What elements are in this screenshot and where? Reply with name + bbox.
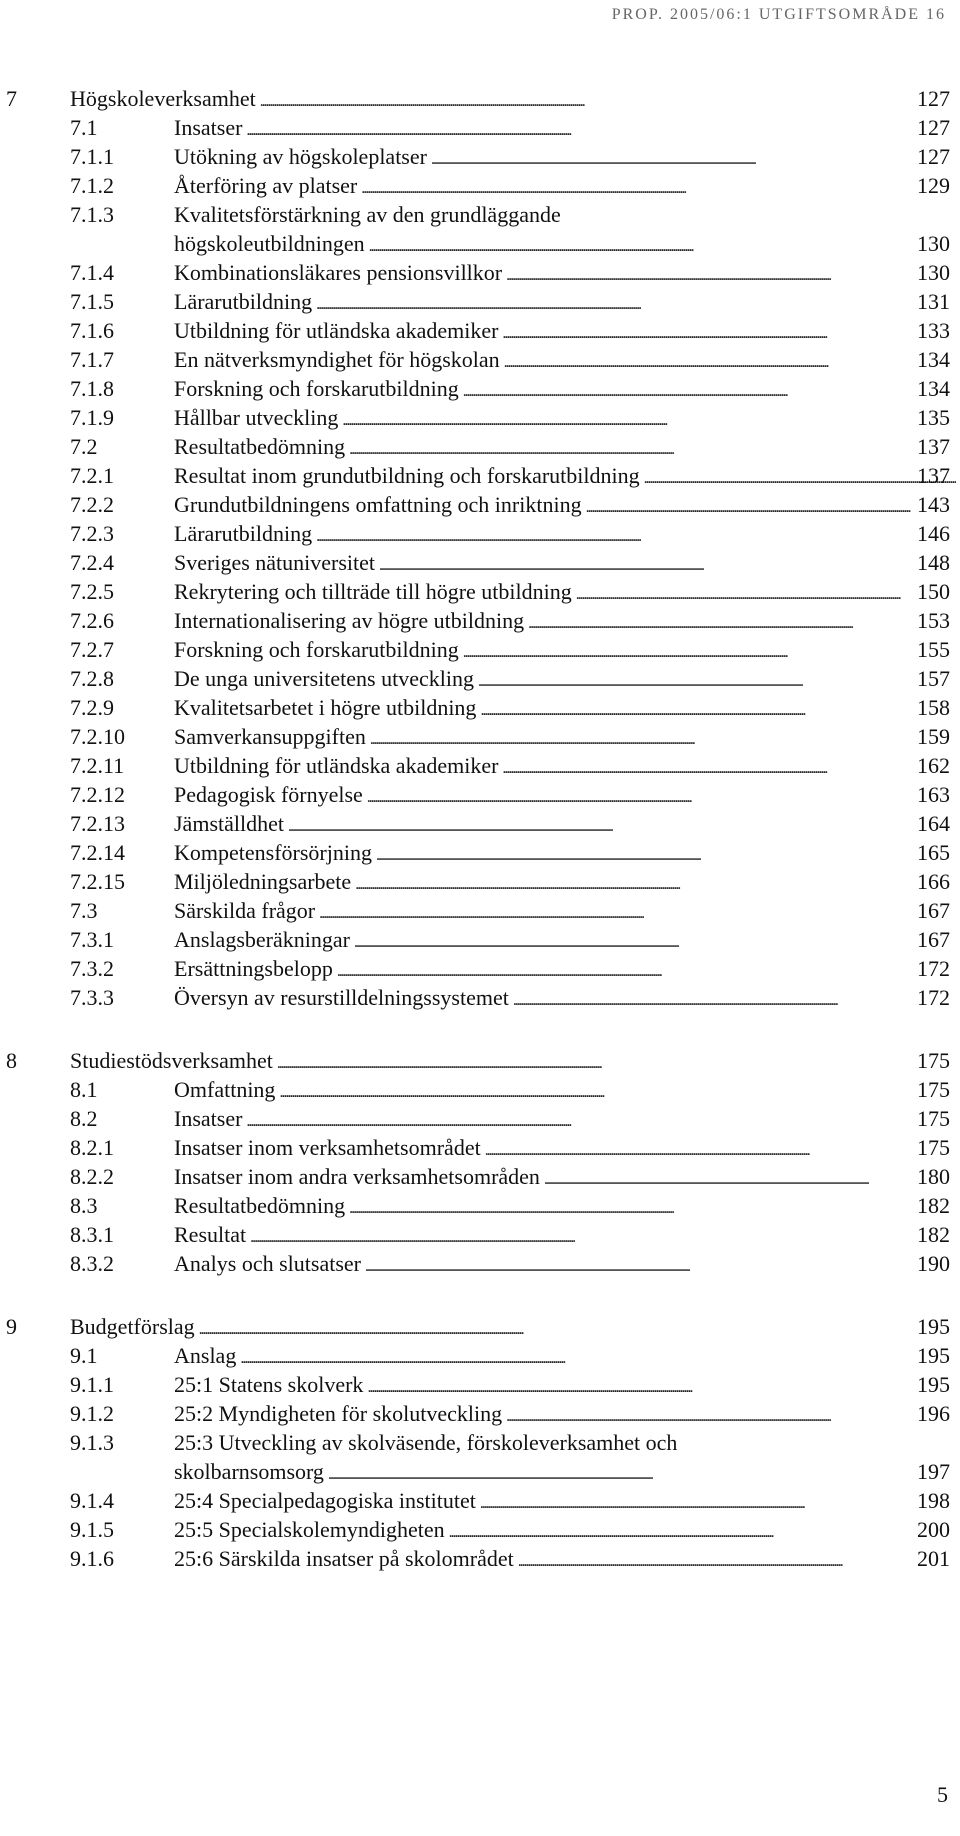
entry-title-wrap [174,983,960,1015]
entry-title-wrap [174,693,960,725]
dot-leader [246,113,956,145]
dot-leader [319,896,956,928]
entry-title: 25:3 Utveckling av skolväsende, förskoleverksamhet och [174,1430,678,1455]
entry-title: Utbildning för utländska akademiker [174,753,499,778]
entry-number: 7.2.13 [70,811,125,836]
entry-number: 7.3 [70,898,98,923]
entry-title: Rekrytering och tillträde till högre utbildning [174,579,572,604]
toc-entry-row[interactable] [0,896,960,925]
entry-number: 9.1.4 [70,1488,114,1513]
dot-leader [449,1515,956,1547]
dot-leader [361,171,956,203]
toc-entry-row[interactable] [0,1162,960,1191]
entry-title-wrap [174,635,960,667]
entry-title-wrap [174,113,960,145]
entry-title: Kvalitetsförstärkning av den grundläggande [174,202,561,227]
entry-title-wrap [174,1399,960,1431]
entry-title: Anslagsberäkningar [174,927,350,952]
toc-entry-row[interactable] [0,1075,960,1104]
entry-title: 25:6 Särskilda insatser på skolområdet [174,1546,514,1571]
dot-leader [316,519,956,551]
toc-entry-row[interactable] [0,1249,960,1278]
toc-entry-continuation[interactable] [0,229,960,258]
entry-number: 8.2 [70,1106,98,1131]
page-ref: 159 [917,724,950,749]
entry-title-wrap [174,1191,960,1223]
entry-number: 7.2.8 [70,666,114,691]
toc-entry-continuation[interactable] [0,1457,960,1486]
entry-title-wrap [174,1249,960,1281]
entry-title: De unga universitetens utveckling [174,666,474,691]
entry-title: Analys och slutsatser [174,1251,361,1276]
chapter-number: 7 [6,86,17,111]
entry-title-wrap [174,229,960,261]
entry-title: Hållbar utveckling [174,405,339,430]
toc-entry-row[interactable] [0,1341,960,1370]
entry-title: Utbildning för utländska akademiker [174,318,499,343]
chapter-number: 9 [6,1314,17,1339]
entry-title: Särskilda frågor [174,898,316,923]
entry-title: Jämställdhet [174,811,284,836]
toc-entry-row[interactable] [0,1399,960,1428]
page-ref: 143 [917,492,950,517]
entry-title: Pedagogisk förnyelse [174,782,363,807]
entry-title: Kombinationsläkares pensionsvillkor [174,260,503,285]
entry-number: 7.3.2 [70,956,114,981]
entry-number: 7.1.6 [70,318,114,343]
dot-leader [463,374,956,406]
toc-entry-row[interactable] [0,403,960,432]
page-ref: 131 [917,289,950,314]
entry-title-wrap [174,1162,960,1194]
dot-leader [544,1162,956,1194]
entry-title: Omfattning [174,1077,276,1102]
dot-leader [367,1370,956,1402]
toc-chapter-row[interactable] [0,1046,960,1075]
toc-entry-row[interactable] [0,1428,960,1457]
toc-entry-row[interactable] [0,345,960,374]
entry-title: Återföring av platser [174,173,358,198]
page-ref: 200 [917,1517,950,1542]
entry-title-wrap [174,896,960,928]
page-ref: 175 [917,1106,950,1131]
entry-number: 7.1.2 [70,173,114,198]
entry-number: 9.1 [70,1343,98,1368]
page-ref: 137 [917,463,950,488]
page-ref: 201 [917,1546,950,1571]
page-ref: 182 [917,1222,950,1247]
entry-title-wrap [174,809,960,841]
toc-chapter-row[interactable] [0,1312,960,1341]
toc-entry-row[interactable] [0,983,960,1012]
entry-title: Resultat inom grundutbildning och forskarutbildning [174,463,640,488]
entry-number: 8.3.2 [70,1251,114,1276]
entry-title: Forskning och forskarutbildning [174,637,459,662]
entry-title-wrap [174,664,960,696]
toc-entry-row[interactable] [0,809,960,838]
page-ref: 148 [917,550,950,575]
entry-title: Grundutbildningens omfattning och inriktning [174,492,582,517]
entry-title: Ersättningsbelopp [174,956,333,981]
entry-title: Internationalisering av högre utbildning [174,608,525,633]
entry-title-wrap [174,432,960,464]
toc-entry-row[interactable] [0,1133,960,1162]
entry-number: 7.1.3 [70,202,114,227]
entry-title-wrap [70,1312,960,1344]
toc-entry-row[interactable] [0,954,960,983]
entry-title-wrap [174,1341,960,1373]
table-of-contents [0,84,960,1607]
dot-leader [376,838,956,870]
entry-title: Resultatbedömning [174,1193,346,1218]
entry-number: 7.1.5 [70,289,114,314]
entry-number: 7.2.1 [70,463,114,488]
toc-entry-row[interactable] [0,1191,960,1220]
dot-leader [502,751,956,783]
page-ref: 182 [917,1193,950,1218]
page-ref: 146 [917,521,950,546]
entry-number: 7.1.4 [70,260,114,285]
entry-title-wrap [174,345,960,377]
entry-title-wrap [174,1544,960,1576]
entry-number: 7.2.2 [70,492,114,517]
entry-title-wrap [174,1370,960,1402]
entry-title: Anslag [174,1343,237,1368]
toc-entry-row[interactable] [0,577,960,606]
dot-leader [316,287,956,319]
entry-title: 25:5 Specialskolemyndigheten [174,1517,445,1542]
dot-leader [513,983,956,1015]
entry-title: Kvalitetsarbetet i högre utbildning [174,695,477,720]
entry-title: En nätverksmyndighet för högskolan [174,347,500,372]
dot-leader [367,780,956,812]
toc-chapter-row[interactable] [0,84,960,113]
entry-number: 7.1.7 [70,347,114,372]
page-ref: 158 [917,695,950,720]
entry-number: 9.1.2 [70,1401,114,1426]
page-ref: 157 [917,666,950,691]
page-ref: 155 [917,637,950,662]
chapter-title: Budgetförslag [70,1314,195,1339]
entry-title-wrap [174,1220,960,1252]
page-ref: 175 [917,1048,950,1073]
entry-number: 9.1.6 [70,1546,114,1571]
page-ref: 130 [917,231,950,256]
entry-number: 7.2.9 [70,695,114,720]
dot-leader [370,722,956,754]
chapter-title: Högskoleverksamhet [70,86,256,111]
toc-entry-row[interactable] [0,461,960,490]
toc-entry-row[interactable] [0,200,960,229]
page-ref: 134 [917,376,950,401]
entry-title-wrap [174,606,960,638]
entry-title-wrap [174,1133,960,1165]
entry-title: 25:1 Statens skolverk [174,1372,364,1397]
entry-title-wrap [174,374,960,406]
entry-title: Sveriges nätuniversitet [174,550,376,575]
page-ref: 167 [917,927,950,952]
toc-entry-row[interactable] [0,490,960,519]
entry-title-wrap [174,838,960,870]
entry-title: Kompetensförsörjning [174,840,372,865]
toc-entry-row[interactable] [0,374,960,403]
entry-number: 8.3.1 [70,1222,114,1247]
toc-entry-row[interactable] [0,693,960,722]
page-ref: 196 [917,1401,950,1426]
page-ref: 137 [917,434,950,459]
toc-chapter [0,1046,960,1278]
entry-number: 7.2.15 [70,869,125,894]
entry-title-wrap [174,461,960,493]
entry-title-wrap [70,84,960,116]
entry-number: 7.1.9 [70,405,114,430]
page-ref: 164 [917,811,950,836]
page-ref: 130 [917,260,950,285]
entry-title-wrap [174,577,960,609]
chapter-title: Studiestödsverksamhet [70,1048,273,1073]
page-ref: 198 [917,1488,950,1513]
dot-leader [502,316,956,348]
entry-title-wrap [174,548,960,580]
entry-title-continuation: högskoleutbildningen [174,231,365,256]
dot-leader [349,432,956,464]
page-ref: 129 [917,173,950,198]
entry-title: Resultat [174,1222,247,1247]
entry-title: 25:4 Specialpedagogiska institutet [174,1488,476,1513]
dot-leader [485,1133,956,1165]
entry-title-wrap [174,1457,960,1489]
dot-leader [355,867,956,899]
toc-entry-row[interactable] [0,432,960,461]
entry-number: 7.3.1 [70,927,114,952]
entry-title-wrap [174,171,960,203]
entry-title-wrap [174,200,960,229]
entry-title-wrap [174,722,960,754]
entry-title: Lärarutbildning [174,521,313,546]
entry-title-wrap [174,867,960,899]
entry-title-wrap [174,490,960,522]
dot-leader [240,1341,956,1373]
toc-entry-row[interactable] [0,867,960,896]
dot-leader [506,258,956,290]
page-ref: 150 [917,579,950,604]
entry-title: Insatser inom andra verksamhetsområden [174,1164,540,1189]
toc-entry-row[interactable] [0,1544,960,1573]
dot-leader [250,1220,956,1252]
toc-entry-row[interactable] [0,1486,960,1515]
toc-entry-row[interactable] [0,113,960,142]
toc-entry-row[interactable] [0,925,960,954]
toc-entry-row[interactable] [0,838,960,867]
entry-title-wrap [174,780,960,812]
toc-entry-row[interactable] [0,171,960,200]
dot-leader [480,693,956,725]
toc-entry-row[interactable] [0,142,960,171]
entry-number: 8.1 [70,1077,98,1102]
dot-leader [369,229,956,261]
dot-leader [586,490,956,522]
entry-title-wrap [174,751,960,783]
toc-entry-row[interactable] [0,519,960,548]
entry-number: 7.2.4 [70,550,114,575]
page-ref: 167 [917,898,950,923]
toc-entry-row[interactable] [0,258,960,287]
entry-title: Forskning och forskarutbildning [174,376,459,401]
entry-title-wrap [174,316,960,348]
running-header: PROP. 2005/06:1 UTGIFTSOMRÅDE 16 [611,6,946,23]
page-ref: 175 [917,1135,950,1160]
entry-title-wrap [174,1104,960,1136]
dot-leader [379,548,956,580]
page-ref: 153 [917,608,950,633]
entry-title-continuation: skolbarnsomsorg [174,1459,324,1484]
entry-number: 7.1.8 [70,376,114,401]
entry-title: Samverkansuppgiften [174,724,366,749]
entry-title: Insatser inom verksamhetsområdet [174,1135,481,1160]
dot-leader [337,954,956,986]
page-ref: 180 [917,1164,950,1189]
entry-title: Översyn av resurstilldelningssystemet [174,985,509,1010]
dot-leader [342,403,956,435]
page-ref: 163 [917,782,950,807]
page-ref: 195 [917,1343,950,1368]
entry-title: Resultatbedömning [174,434,346,459]
dot-leader [528,606,956,638]
dot-leader [506,1399,956,1431]
dot-leader [504,345,956,377]
dot-leader [199,1312,956,1344]
entry-title-wrap [174,403,960,435]
page-number: 5 [937,1782,948,1807]
toc-entry-row[interactable] [0,751,960,780]
entry-title-wrap [174,1486,960,1518]
toc-entry-row[interactable] [0,287,960,316]
dot-leader [288,809,956,841]
entry-title-wrap [174,1075,960,1107]
page-ref: 133 [917,318,950,343]
page-ref: 127 [917,115,950,140]
dot-leader [463,635,956,667]
dot-leader [518,1544,956,1576]
entry-title: Lärarutbildning [174,289,313,314]
entry-title-wrap [174,1515,960,1547]
dot-leader [478,664,956,696]
toc-chapter [0,84,960,1012]
toc-entry-row[interactable] [0,316,960,345]
dot-leader [431,142,956,174]
entry-title-wrap [174,519,960,551]
dot-leader [354,925,956,957]
toc-entry-row[interactable] [0,1515,960,1544]
entry-number: 7.2 [70,434,98,459]
entry-number: 7.3.3 [70,985,114,1010]
toc-entry-row[interactable] [0,722,960,751]
dot-leader [480,1486,956,1518]
dot-leader [277,1046,956,1078]
entry-number: 7.1.1 [70,144,114,169]
page-ref: 166 [917,869,950,894]
page-ref: 127 [917,86,950,111]
page-ref: 134 [917,347,950,372]
entry-title: Miljöledningsarbete [174,869,352,894]
entry-number: 7.2.10 [70,724,125,749]
entry-number: 7.2.6 [70,608,114,633]
page-ref: 195 [917,1372,950,1397]
page-ref: 197 [917,1459,950,1484]
dot-leader [576,577,956,609]
entry-title-wrap [174,287,960,319]
page-ref: 190 [917,1251,950,1276]
page-ref: 162 [917,753,950,778]
entry-title-wrap [174,1428,960,1457]
entry-number: 7.2.14 [70,840,125,865]
entry-number: 7.2.11 [70,753,125,778]
toc-entry-row[interactable] [0,1370,960,1399]
entry-number: 8.3 [70,1193,98,1218]
toc-entry-row[interactable] [0,664,960,693]
toc-entry-row[interactable] [0,606,960,635]
page-ref: 195 [917,1314,950,1339]
entry-title-wrap [174,258,960,290]
entry-number: 7.2.3 [70,521,114,546]
toc-entry-row[interactable] [0,1104,960,1133]
page-ref: 135 [917,405,950,430]
entry-number: 8.2.1 [70,1135,114,1160]
entry-title-wrap [174,954,960,986]
entry-title-wrap [70,1046,960,1078]
page-ref: 175 [917,1077,950,1102]
toc-entry-row[interactable] [0,1220,960,1249]
entry-number: 9.1.5 [70,1517,114,1542]
dot-leader [279,1075,956,1107]
dot-leader [349,1191,956,1223]
toc-entry-row[interactable] [0,635,960,664]
entry-title-wrap [174,925,960,957]
dot-leader [260,84,956,116]
chapter-number: 8 [6,1048,17,1073]
dot-leader [328,1457,956,1489]
page-ref: 172 [917,985,950,1010]
entry-number: 9.1.3 [70,1430,114,1455]
entry-number: 7.2.12 [70,782,125,807]
dot-leader [246,1104,956,1136]
entry-number: 9.1.1 [70,1372,114,1397]
toc-entry-row[interactable] [0,780,960,809]
toc-chapter [0,1312,960,1573]
entry-title: 25:2 Myndigheten för skolutveckling [174,1401,503,1426]
entry-title: Utökning av högskoleplatser [174,144,427,169]
page-ref: 165 [917,840,950,865]
entry-number: 8.2.2 [70,1164,114,1189]
entry-title-wrap [174,142,960,174]
entry-title: Insatser [174,1106,243,1131]
page-ref: 172 [917,956,950,981]
toc-entry-row[interactable] [0,548,960,577]
entry-number: 7.2.7 [70,637,114,662]
entry-number: 7.1 [70,115,98,140]
dot-leader [365,1249,956,1281]
entry-title: Insatser [174,115,243,140]
entry-number: 7.2.5 [70,579,114,604]
page-ref: 127 [917,144,950,169]
